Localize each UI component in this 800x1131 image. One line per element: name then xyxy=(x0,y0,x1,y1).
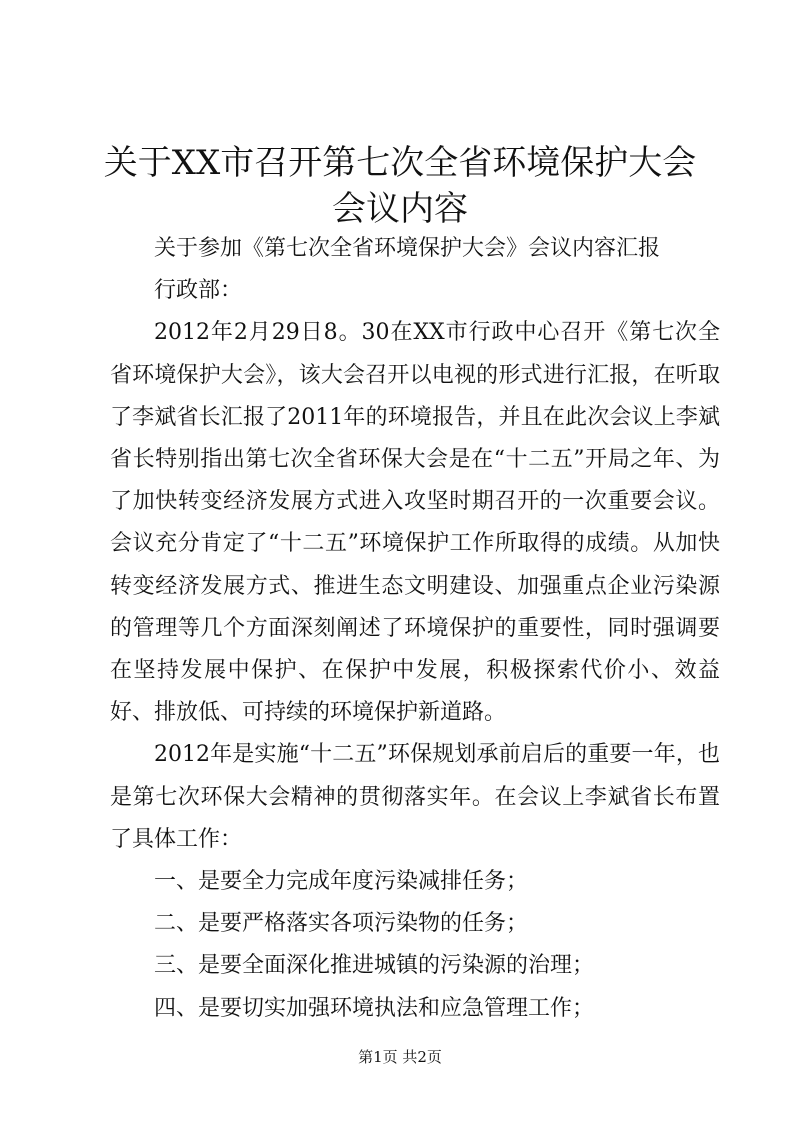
page-footer: 第1页 共2页 xyxy=(358,1048,442,1066)
list-item: 三、是要全面深化推进城镇的污染源的治理； xyxy=(154,953,595,979)
list-item: 四、是要切实加强环境执法和应急管理工作； xyxy=(154,995,595,1021)
body-paragraph: 2012年是实施“十二五”环保规划承前启后的重要一年，也是第七次环保大会精神的贯彻落实年。在会议上李斌省长布置了具体工作： xyxy=(110,742,720,852)
list-item: 二、是要严格落实各项污染物的任务； xyxy=(154,911,529,937)
list-item: 一、是要全力完成年度污染减排任务； xyxy=(154,869,529,895)
body-paragraph: 2012年2月29日8。30在XX市行政中心召开《第七次全省环境保护大会》，该大会召开以电视的形式进行汇报，在听取了李斌省长汇报了2011年的环境报告，并且在此次会议上李斌省长特别指出第七次全省环保大会是在“十二五”开局之年、为了加快转变经济发展方式进入攻坚时期召开的一次重要会议。会议充分肯定了“十二五”环境保护工作所取得的成绩。从加快转变经济发展方式、推进生态文明建设、加强重点企业污染源的管理等几个方面深刻阐述了环境保护的重要性，同时强调要在坚持发展中保护、在保护中发展，积极探索代价小、效益好、排放低、可持续的环境保护新道路。 xyxy=(110,320,720,726)
addressee-paragraph: 行政部： xyxy=(154,278,243,304)
document-title: 关于XX市召开第七次全省环境保护大会会议内容 xyxy=(103,143,697,229)
report-heading-paragraph: 关于参加《第七次全省环境保护大会》会议内容汇报 xyxy=(154,236,661,261)
document-body xyxy=(110,228,720,1030)
